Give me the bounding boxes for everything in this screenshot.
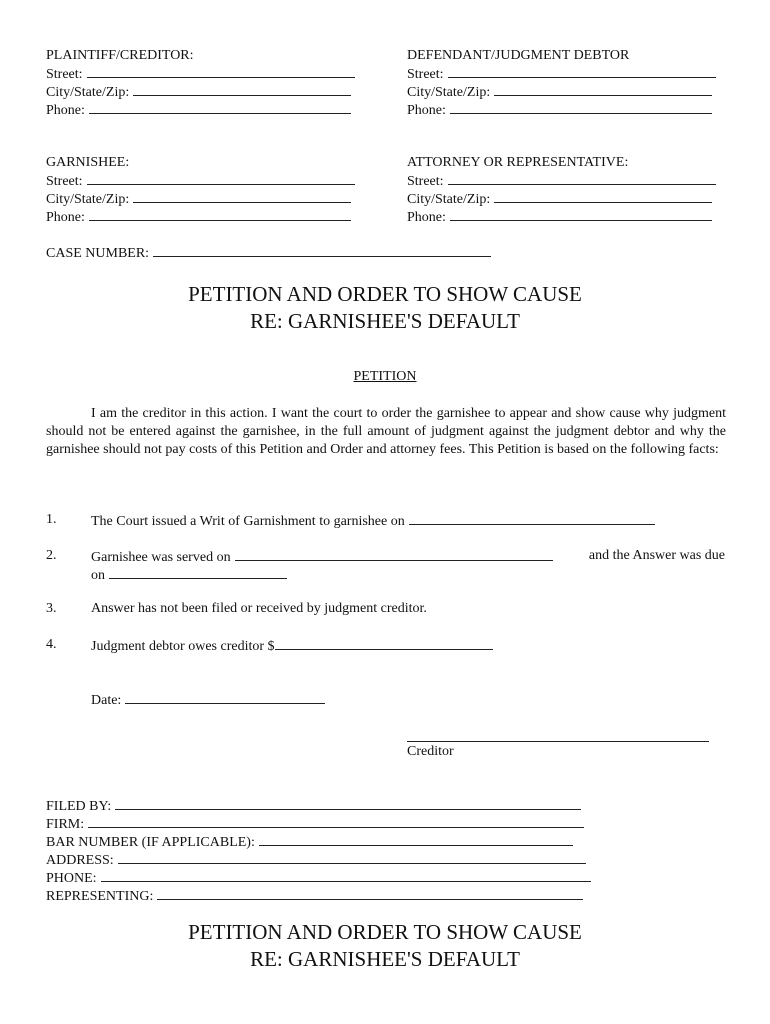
bottom-title (0, 919, 770, 973)
filed-by-label: FILED BY: (46, 799, 112, 814)
creditor-signature-line[interactable] (407, 729, 709, 742)
address-field[interactable] (118, 851, 586, 864)
garnishee-heading: GARNISHEE: (46, 155, 130, 170)
firm-field[interactable] (88, 815, 584, 828)
item-4-text: Judgment debtor owes creditor $ (91, 639, 275, 654)
item-4 (91, 637, 493, 655)
served-date-field[interactable] (235, 548, 553, 561)
date-label: Date: (91, 693, 122, 708)
item-2-text-3: on (91, 568, 105, 583)
defendant-street-label: Street: (407, 67, 444, 82)
item-4-number: 4. (46, 637, 57, 652)
defendant-street-field[interactable] (448, 65, 716, 78)
writ-date-field[interactable] (409, 512, 655, 525)
garnishee-street-label: Street: (46, 174, 83, 189)
defendant-block (407, 47, 716, 119)
filed-by-field[interactable] (115, 797, 581, 810)
plaintiff-phone-label: Phone: (46, 103, 85, 118)
case-number-row (46, 244, 491, 262)
defendant-city-field[interactable] (494, 83, 712, 96)
garnishee-street-field[interactable] (87, 172, 355, 185)
phone-label: PHONE: (46, 871, 97, 886)
title-line-1: PETITION AND ORDER TO SHOW CAUSE (188, 282, 582, 306)
attorney-block (407, 154, 716, 226)
plaintiff-heading: PLAINTIFF/CREDITOR: (46, 48, 194, 63)
item-1-number: 1. (46, 512, 57, 527)
case-number-field[interactable] (153, 244, 491, 257)
bar-number-field[interactable] (259, 833, 573, 846)
item-2-text-2: and the Answer was due (588, 548, 725, 563)
phone-field[interactable] (101, 869, 591, 882)
garnishee-block (46, 154, 355, 226)
attorney-street-field[interactable] (448, 172, 716, 185)
garnishee-city-field[interactable] (133, 190, 351, 203)
item-1 (91, 512, 655, 530)
item-2-text: Garnishee was served on (91, 550, 231, 565)
representing-field[interactable] (157, 887, 583, 900)
case-number-label: CASE NUMBER: (46, 246, 150, 261)
attorney-phone-field[interactable] (450, 208, 712, 221)
plaintiff-street-label: Street: (46, 67, 83, 82)
date-field[interactable] (125, 691, 325, 704)
item-3-text: Answer has not been filed or received by judgment creditor. (91, 601, 427, 616)
attorney-phone-label: Phone: (407, 210, 446, 225)
petition-heading: PETITION (353, 369, 417, 384)
plaintiff-city-label: City/State/Zip: (46, 85, 130, 100)
defendant-phone-label: Phone: (407, 103, 446, 118)
bottom-title-line-1: PETITION AND ORDER TO SHOW CAUSE (188, 920, 582, 944)
answer-due-field[interactable] (109, 566, 287, 579)
amount-owed-field[interactable] (275, 637, 493, 650)
bar-number-label: BAR NUMBER (IF APPLICABLE): (46, 835, 255, 850)
attorney-city-label: City/State/Zip: (407, 192, 491, 207)
attorney-city-field[interactable] (494, 190, 712, 203)
defendant-heading: DEFENDANT/JUDGMENT DEBTOR (407, 48, 630, 63)
item-3-number: 3. (46, 601, 57, 616)
address-label: ADDRESS: (46, 853, 114, 868)
garnishee-city-label: City/State/Zip: (46, 192, 130, 207)
bottom-title-line-2: RE: GARNISHEE'S DEFAULT (250, 947, 520, 971)
attorney-street-label: Street: (407, 174, 444, 189)
petition-paragraph: I am the creditor in this action. I want the court to order the garnishee to appear and show cause why judgment should not be entered against the garnishee, in the full amount of judgment against the judgment debtor and why the garnishee should not pay costs of this Petition and Order and attorney fees. This Petition is based on the following facts: (46, 406, 726, 457)
creditor-label: Creditor (407, 744, 454, 759)
plaintiff-city-field[interactable] (133, 83, 351, 96)
date-row (91, 691, 325, 709)
item-2 (91, 548, 725, 566)
defendant-city-label: City/State/Zip: (407, 85, 491, 100)
firm-label: FIRM: (46, 817, 85, 832)
item-2-continued (91, 566, 287, 584)
garnishee-phone-label: Phone: (46, 210, 85, 225)
filed-by-block (46, 797, 591, 905)
defendant-phone-field[interactable] (450, 101, 712, 114)
representing-label: REPRESENTING: (46, 889, 154, 904)
title-line-2: RE: GARNISHEE'S DEFAULT (250, 309, 520, 333)
garnishee-phone-field[interactable] (89, 208, 351, 221)
plaintiff-street-field[interactable] (87, 65, 355, 78)
item-1-text: The Court issued a Writ of Garnishment to garnishee on (91, 514, 405, 529)
attorney-heading: ATTORNEY OR REPRESENTATIVE: (407, 155, 629, 170)
page-title (0, 281, 770, 335)
plaintiff-block (46, 47, 355, 119)
item-2-number: 2. (46, 548, 57, 563)
plaintiff-phone-field[interactable] (89, 101, 351, 114)
